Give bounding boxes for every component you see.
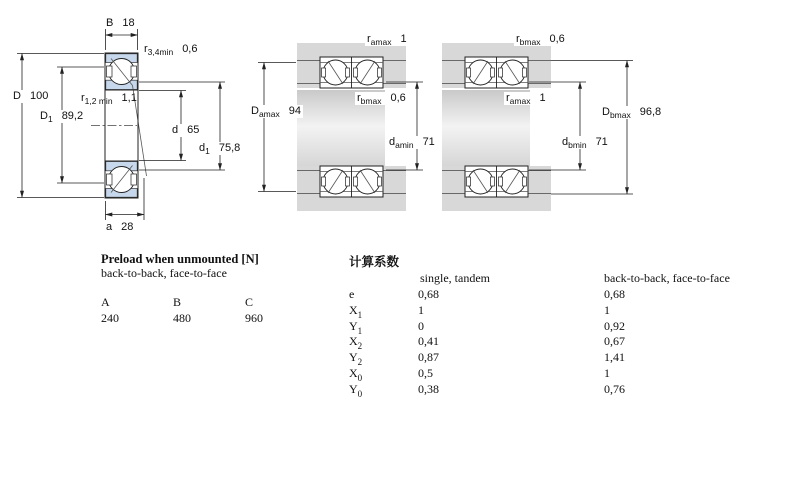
dim-symbol: r xyxy=(516,33,520,45)
dim-value: 0,6 xyxy=(390,92,406,104)
dim-symbol: r xyxy=(81,92,85,104)
dim-subscript: bmin xyxy=(568,140,587,150)
dim-value: 89,2 xyxy=(61,110,84,122)
dim-value: 100 xyxy=(29,90,49,102)
factor-value-single-tandem: 1 xyxy=(418,302,424,317)
dim-symbol: r xyxy=(506,92,510,104)
dim-value: 71 xyxy=(595,136,608,148)
factor-label xyxy=(349,287,418,302)
factor-subscript: 2 xyxy=(357,357,363,368)
factor-value-btb-ftf: 1 xyxy=(604,365,610,380)
factors-row-y1 xyxy=(349,319,625,335)
factor-symbol: X xyxy=(349,334,358,349)
dim-value: 28 xyxy=(121,221,134,233)
dim-symbol: D xyxy=(40,110,48,122)
factor-value-single-tandem: 0,87 xyxy=(418,350,439,365)
dim-label-d xyxy=(170,124,201,137)
dim-symbol: d xyxy=(562,136,569,148)
factor-value-single-tandem: 0,41 xyxy=(418,334,439,349)
factor-symbol: Y xyxy=(349,381,358,396)
dim-value: 18 xyxy=(122,17,135,29)
dim-value: 0,6 xyxy=(549,33,565,45)
preload-col-header: C xyxy=(245,295,254,309)
dim-subscript: amax xyxy=(370,37,392,47)
dim-symbol: d xyxy=(389,136,396,148)
dim-value: 65 xyxy=(187,124,200,136)
preload-col-header: B xyxy=(173,295,182,309)
preload-table-title: Preload when unmounted [N] xyxy=(101,252,259,266)
factor-symbol: Y xyxy=(349,318,358,333)
paired-mounting-figure-b xyxy=(442,43,633,211)
dim-subscript: 1 xyxy=(47,114,53,124)
factor-label xyxy=(349,319,418,334)
factors-row-y2 xyxy=(349,350,625,366)
factor-subscript: 0 xyxy=(357,388,363,399)
dim-label-r34min xyxy=(144,43,197,56)
dim-value: 94 xyxy=(288,105,301,117)
factor-subscript: 2 xyxy=(357,341,363,352)
dim-symbol: r xyxy=(357,92,361,104)
dim-label-Dbmax xyxy=(600,106,663,119)
dim-value: 1 xyxy=(539,92,546,104)
dim-label-dbmin xyxy=(560,136,610,149)
dim-label-damin xyxy=(387,136,437,149)
factor-value-single-tandem: 0,68 xyxy=(418,287,439,301)
dim-subscript: bmax xyxy=(360,96,382,106)
dim-value: 75,8 xyxy=(218,142,241,154)
preload-value: 480 xyxy=(173,311,191,325)
dim-subscript: 3,4min xyxy=(147,47,174,57)
preload-col-header: A xyxy=(101,295,110,309)
factor-value-btb-ftf: 0,76 xyxy=(604,381,625,396)
dim-subscript: bmax xyxy=(609,110,631,120)
dim-subscript: amax xyxy=(258,109,280,119)
factor-symbol: Y xyxy=(349,350,358,365)
dim-value: 0,6 xyxy=(182,43,198,55)
dim-symbol: B xyxy=(106,17,114,29)
dim-label-a xyxy=(106,221,133,234)
dim-label-D xyxy=(11,90,50,103)
preload-value: 960 xyxy=(245,311,263,325)
dim-label-ramax-b xyxy=(504,92,548,105)
dim-subscript: 1,2 min xyxy=(84,96,113,106)
factor-symbol: X xyxy=(349,302,358,317)
factor-value-single-tandem: 0,38 xyxy=(418,381,439,396)
factors-row-x2 xyxy=(349,334,625,350)
dim-label-r12min xyxy=(81,92,137,105)
dim-symbol: D xyxy=(251,105,259,117)
factor-label xyxy=(349,334,418,352)
factor-value-btb-ftf: 1,41 xyxy=(604,350,625,365)
factor-value-btb-ftf: 0,92 xyxy=(604,318,625,333)
factors-table xyxy=(349,287,625,398)
factor-label xyxy=(349,350,418,368)
dim-symbol: r xyxy=(144,43,148,55)
factors-row-e xyxy=(349,287,625,303)
factors-col1-header: single, tandem xyxy=(420,271,490,285)
factor-subscript: 1 xyxy=(357,309,363,320)
dim-value: 1,1 xyxy=(121,92,137,104)
dim-value: 96,8 xyxy=(639,106,662,118)
paired-mounting-figure-a xyxy=(258,43,423,211)
dim-label-D1 xyxy=(38,110,85,123)
preload-table-header-row xyxy=(101,295,317,310)
factor-symbol: e xyxy=(349,287,355,301)
dim-subscript: amax xyxy=(509,96,531,106)
dim-label-ramax-a xyxy=(365,33,409,46)
preload-table-value-row xyxy=(101,311,317,326)
dim-symbol: r xyxy=(367,33,371,45)
dim-label-B xyxy=(106,17,135,30)
dim-subscript: amin xyxy=(395,140,414,150)
factor-value-btb-ftf: 0,68 xyxy=(604,287,625,301)
factor-label xyxy=(349,366,418,381)
factors-table-title: 计算系数 xyxy=(349,255,400,269)
factor-value-single-tandem: 0,5 xyxy=(418,365,433,380)
preload-table-subtitle: back-to-back, face-to-face xyxy=(101,266,227,280)
factor-label xyxy=(349,303,418,318)
factor-subscript: 0 xyxy=(357,372,363,383)
factor-value-single-tandem: 0 xyxy=(418,318,424,333)
dim-label-Damax xyxy=(249,105,303,118)
dim-label-rbmax-a xyxy=(355,92,408,105)
factor-value-btb-ftf: 0,67 xyxy=(604,334,625,349)
factor-value-btb-ftf: 1 xyxy=(604,302,610,317)
factor-label xyxy=(349,382,418,397)
dim-symbol: D xyxy=(13,90,21,102)
factor-symbol: X xyxy=(349,365,358,380)
dim-label-d1 xyxy=(197,142,242,155)
dim-symbol: d xyxy=(172,124,179,136)
factors-row-x0 xyxy=(349,366,625,382)
dim-subscript: bmax xyxy=(519,37,541,47)
dim-symbol: D xyxy=(602,106,610,118)
factors-col2-header: back-to-back, face-to-face xyxy=(604,271,730,285)
factor-subscript: 1 xyxy=(357,325,363,336)
dim-subscript: 1 xyxy=(205,146,210,156)
dim-symbol: d xyxy=(199,142,206,154)
dim-symbol: a xyxy=(106,221,113,233)
preload-value: 240 xyxy=(101,311,119,325)
factors-row-x1 xyxy=(349,303,625,319)
dim-label-rbmax-b xyxy=(514,33,567,46)
factors-row-y0 xyxy=(349,382,625,398)
dim-value: 1 xyxy=(400,33,407,45)
dim-value: 71 xyxy=(422,136,435,148)
